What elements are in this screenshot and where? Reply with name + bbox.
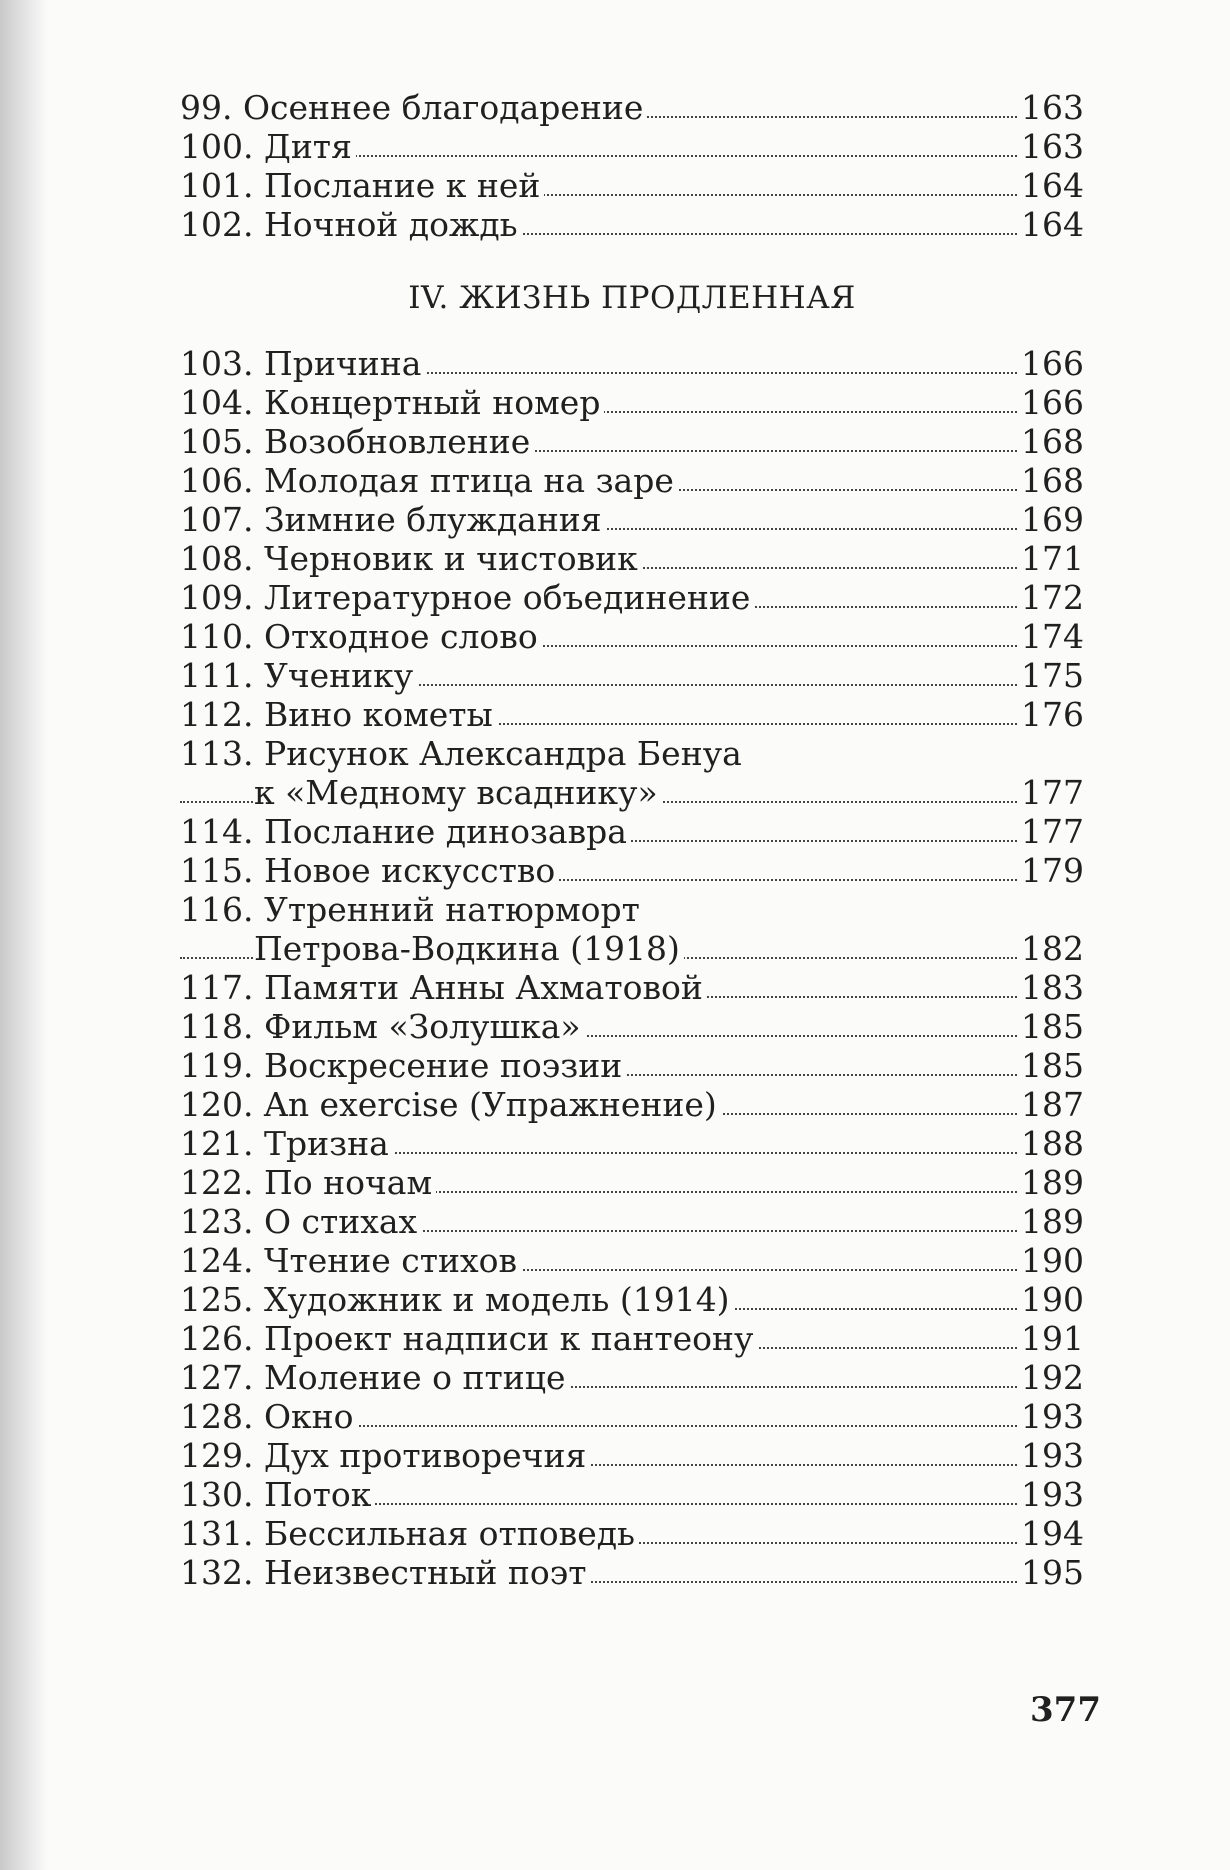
toc-entry bbox=[180, 127, 1084, 166]
toc-entry bbox=[180, 1085, 1084, 1124]
toc-entry bbox=[180, 617, 1084, 656]
toc-entry-page: 176 bbox=[1017, 695, 1084, 734]
toc-entry-number: 123. bbox=[180, 1202, 254, 1241]
toc-entry-label bbox=[180, 1397, 358, 1436]
toc-entry-label bbox=[180, 1085, 721, 1124]
toc-entry-page: 183 bbox=[1017, 968, 1084, 1007]
toc-entry-page: 164 bbox=[1017, 205, 1084, 244]
toc-entry-title: Дитя bbox=[263, 127, 352, 166]
toc-entry-label bbox=[180, 1436, 590, 1475]
toc-entry-page: 179 bbox=[1017, 851, 1084, 890]
toc-entry bbox=[180, 205, 1084, 244]
table-of-contents bbox=[180, 88, 1084, 1592]
toc-entry-label bbox=[180, 205, 522, 244]
toc-entry-page: 168 bbox=[1017, 422, 1084, 461]
toc-entry-label bbox=[180, 1163, 436, 1202]
toc-entry-page: 194 bbox=[1017, 1514, 1084, 1553]
toc-entry-title: Неизвестный поэт bbox=[263, 1553, 587, 1592]
toc-entry-first-line bbox=[180, 890, 1084, 929]
toc-entry-title: Моление о птице bbox=[263, 1358, 566, 1397]
toc-entry-number: 109. bbox=[180, 578, 254, 617]
toc-entry-page: 168 bbox=[1017, 461, 1084, 500]
toc-entry-title: По ночам bbox=[263, 1163, 433, 1202]
toc-entry bbox=[180, 1514, 1084, 1553]
toc-entry-label bbox=[180, 578, 754, 617]
toc-entry bbox=[180, 1163, 1084, 1202]
toc-entry-label bbox=[180, 656, 417, 695]
toc-entry-title: Осеннее благодарение bbox=[242, 88, 644, 127]
toc-entry-title-continuation: к «Медному всаднику» bbox=[254, 773, 662, 812]
toc-entry-number: 125. bbox=[180, 1280, 254, 1319]
toc-entry-number: 129. bbox=[180, 1436, 254, 1475]
toc-entry-number: 102. bbox=[180, 205, 254, 244]
toc-entry-number: 111. bbox=[180, 656, 254, 695]
toc-entry-title: Концертный номер bbox=[263, 383, 601, 422]
toc-entry bbox=[180, 1280, 1084, 1319]
toc-entry-number: 128. bbox=[180, 1397, 254, 1436]
toc-entry-number: 105. bbox=[180, 422, 254, 461]
toc-entry-number: 126. bbox=[180, 1319, 254, 1358]
toc-entry-title: Литературное объединение bbox=[263, 578, 751, 617]
toc-entry bbox=[180, 1007, 1084, 1046]
toc-entry-number: 99. bbox=[180, 88, 233, 127]
toc-entry-title: Возобновление bbox=[263, 422, 531, 461]
toc-entry-page: 163 bbox=[1017, 88, 1084, 127]
toc-entry-page: 191 bbox=[1017, 1319, 1084, 1358]
toc-entry bbox=[180, 344, 1084, 383]
toc-entry-label bbox=[180, 88, 647, 127]
toc-entry-title: Рисунок Александра Бенуа bbox=[263, 734, 742, 773]
toc-entry-title-continuation: Петрова-Водкина (1918) bbox=[254, 929, 684, 968]
toc-entry bbox=[180, 1475, 1084, 1514]
toc-entry-title: Утренний натюрморт bbox=[263, 890, 640, 929]
toc-entry-number: 117. bbox=[180, 968, 254, 1007]
toc-entry bbox=[180, 1202, 1084, 1241]
toc-entry-number: 121. bbox=[180, 1124, 254, 1163]
toc-entry-page: 190 bbox=[1017, 1241, 1084, 1280]
toc-entry bbox=[180, 1319, 1084, 1358]
toc-entry-page: 189 bbox=[1017, 1202, 1084, 1241]
toc-entry bbox=[180, 1241, 1084, 1280]
toc-entry bbox=[180, 500, 1084, 539]
toc-entry-page: 174 bbox=[1017, 617, 1084, 656]
toc-entry-number: 106. bbox=[180, 461, 254, 500]
toc-previous-section-list bbox=[180, 88, 1084, 244]
toc-entry-title: An exercise (Упражнение) bbox=[263, 1085, 717, 1124]
toc-entry-label bbox=[180, 383, 604, 422]
toc-entry-title: Черновик и чистовик bbox=[263, 539, 638, 578]
toc-entry-label bbox=[180, 1046, 626, 1085]
section-heading: IV. ЖИЗНЬ ПРОДЛЕННАЯ bbox=[408, 280, 856, 316]
toc-entry-page: 177 bbox=[1017, 812, 1084, 851]
toc-entry bbox=[180, 1124, 1084, 1163]
toc-entry bbox=[180, 1553, 1084, 1592]
toc-entry-number: 120. bbox=[180, 1085, 254, 1124]
toc-entry-number: 112. bbox=[180, 695, 254, 734]
toc-entry-page: 193 bbox=[1017, 1436, 1084, 1475]
toc-entry bbox=[180, 695, 1084, 734]
toc-entry bbox=[180, 1397, 1084, 1436]
toc-entry-label bbox=[180, 1553, 590, 1592]
toc-entry-number: 107. bbox=[180, 500, 254, 539]
toc-entry-label bbox=[180, 617, 542, 656]
toc-entry bbox=[180, 539, 1084, 578]
toc-entry bbox=[180, 1436, 1084, 1475]
toc-entry-title: Отходное слово bbox=[263, 617, 538, 656]
toc-entry-page: 185 bbox=[1017, 1046, 1084, 1085]
toc-entry-label bbox=[180, 1280, 734, 1319]
toc-entry-title: Воскресение поэзии bbox=[263, 1046, 623, 1085]
toc-entry-first-line bbox=[180, 734, 1084, 773]
toc-entry-title: Зимние блуждания bbox=[263, 500, 602, 539]
toc-entry-page: 189 bbox=[1017, 1163, 1084, 1202]
toc-entry-number: 114. bbox=[180, 812, 254, 851]
toc-entry-page: 190 bbox=[1017, 1280, 1084, 1319]
toc-entry-label bbox=[180, 851, 559, 890]
toc-entry bbox=[180, 968, 1084, 1007]
toc-entry bbox=[180, 383, 1084, 422]
toc-entry bbox=[180, 1046, 1084, 1085]
toc-entry bbox=[180, 1358, 1084, 1397]
toc-entry-number: 100. bbox=[180, 127, 254, 166]
toc-entry-title: Молодая птица на заре bbox=[263, 461, 674, 500]
toc-entry-title: Поток bbox=[263, 1475, 372, 1514]
toc-entry bbox=[180, 88, 1084, 127]
toc-entry bbox=[180, 812, 1084, 851]
toc-entry-number: 122. bbox=[180, 1163, 254, 1202]
toc-entry-label bbox=[180, 968, 707, 1007]
toc-entry-page: 169 bbox=[1017, 500, 1084, 539]
toc-entry-label bbox=[180, 1514, 639, 1553]
toc-entry-label bbox=[180, 166, 544, 205]
toc-entry-label bbox=[180, 1124, 393, 1163]
toc-entry-label bbox=[180, 127, 356, 166]
toc-entry-title: Послание динозавра bbox=[263, 812, 627, 851]
toc-entry-number: 108. bbox=[180, 539, 254, 578]
toc-entry-label bbox=[180, 1241, 521, 1280]
toc-entry bbox=[180, 461, 1084, 500]
toc-entry-number: 127. bbox=[180, 1358, 254, 1397]
toc-entry-title: Дух противоречия bbox=[263, 1436, 587, 1475]
toc-entry-page: 188 bbox=[1017, 1124, 1084, 1163]
toc-entry-number: 113. bbox=[180, 734, 254, 773]
toc-entry-title: Ночной дождь bbox=[263, 205, 518, 244]
toc-entry-number: 124. bbox=[180, 1241, 254, 1280]
toc-entry-label bbox=[180, 461, 678, 500]
toc-entry bbox=[180, 578, 1084, 617]
toc-entry-label bbox=[180, 695, 497, 734]
toc-entry-page: 187 bbox=[1017, 1085, 1084, 1124]
toc-entry-page: 195 bbox=[1017, 1553, 1084, 1592]
toc-entry-title: Художник и модель (1914) bbox=[263, 1280, 730, 1319]
toc-entry-page: 166 bbox=[1017, 383, 1084, 422]
toc-entry bbox=[180, 166, 1084, 205]
toc-entry-number: 103. bbox=[180, 344, 254, 383]
toc-entry-title: Фильм «Золушка» bbox=[263, 1007, 581, 1046]
toc-entry-label bbox=[180, 1007, 585, 1046]
toc-entry-title: Ученику bbox=[263, 656, 414, 695]
toc-entry-title: Бессильная отповедь bbox=[263, 1514, 636, 1553]
toc-entry-number: 110. bbox=[180, 617, 254, 656]
page-number: 377 bbox=[1030, 1690, 1101, 1730]
toc-entry-title: Чтение стихов bbox=[263, 1241, 518, 1280]
toc-entry bbox=[180, 929, 1084, 968]
toc-entry-page: 172 bbox=[1017, 578, 1084, 617]
toc-entry-number: 118. bbox=[180, 1007, 254, 1046]
toc-entry-label bbox=[180, 539, 642, 578]
toc-entry-page: 193 bbox=[1017, 1475, 1084, 1514]
toc-entry bbox=[180, 773, 1084, 812]
toc-entry-label bbox=[180, 1319, 757, 1358]
toc-entry-page: 185 bbox=[1017, 1007, 1084, 1046]
toc-entry-number: 119. bbox=[180, 1046, 254, 1085]
toc-entry-page: 177 bbox=[1017, 773, 1084, 812]
toc-entry-number: 131. bbox=[180, 1514, 254, 1553]
toc-entry-page: 163 bbox=[1017, 127, 1084, 166]
binding-shadow bbox=[0, 0, 48, 1870]
toc-entry-label bbox=[180, 500, 606, 539]
toc-section-iv-list bbox=[180, 344, 1084, 1592]
toc-entry bbox=[180, 851, 1084, 890]
toc-entry-page: 192 bbox=[1017, 1358, 1084, 1397]
toc-entry-page: 166 bbox=[1017, 344, 1084, 383]
toc-entry-title: Причина bbox=[263, 344, 422, 383]
toc-entry-page: 193 bbox=[1017, 1397, 1084, 1436]
toc-entry-number: 132. bbox=[180, 1553, 254, 1592]
toc-entry-label bbox=[180, 422, 534, 461]
toc-entry-title: О стихах bbox=[263, 1202, 418, 1241]
toc-entry-title: Послание к ней bbox=[263, 166, 541, 205]
toc-entry-number: 104. bbox=[180, 383, 254, 422]
toc-entry-label bbox=[180, 344, 425, 383]
toc-entry-page: 182 bbox=[1017, 929, 1084, 968]
toc-entry-number: 101. bbox=[180, 166, 254, 205]
toc-entry-page: 164 bbox=[1017, 166, 1084, 205]
toc-entry-page: 175 bbox=[1017, 656, 1084, 695]
toc-entry-title: Новое искусство bbox=[263, 851, 556, 890]
toc-entry-page: 171 bbox=[1017, 539, 1084, 578]
toc-entry-number: 116. bbox=[180, 890, 254, 929]
toc-entry bbox=[180, 422, 1084, 461]
toc-entry-label bbox=[180, 1358, 570, 1397]
toc-entry-label bbox=[180, 1202, 421, 1241]
toc-entry-title: Тризна bbox=[263, 1124, 389, 1163]
toc-entry-label bbox=[180, 1475, 375, 1514]
toc-entry-title: Вино кометы bbox=[263, 695, 493, 734]
toc-entry bbox=[180, 656, 1084, 695]
toc-entry-title: Окно bbox=[263, 1397, 354, 1436]
toc-entry-title: Памяти Анны Ахматовой bbox=[263, 968, 703, 1007]
toc-entry-number: 115. bbox=[180, 851, 254, 890]
toc-entry-title: Проект надписи к пантеону bbox=[263, 1319, 754, 1358]
toc-entry-label bbox=[180, 812, 631, 851]
toc-entry-number: 130. bbox=[180, 1475, 254, 1514]
